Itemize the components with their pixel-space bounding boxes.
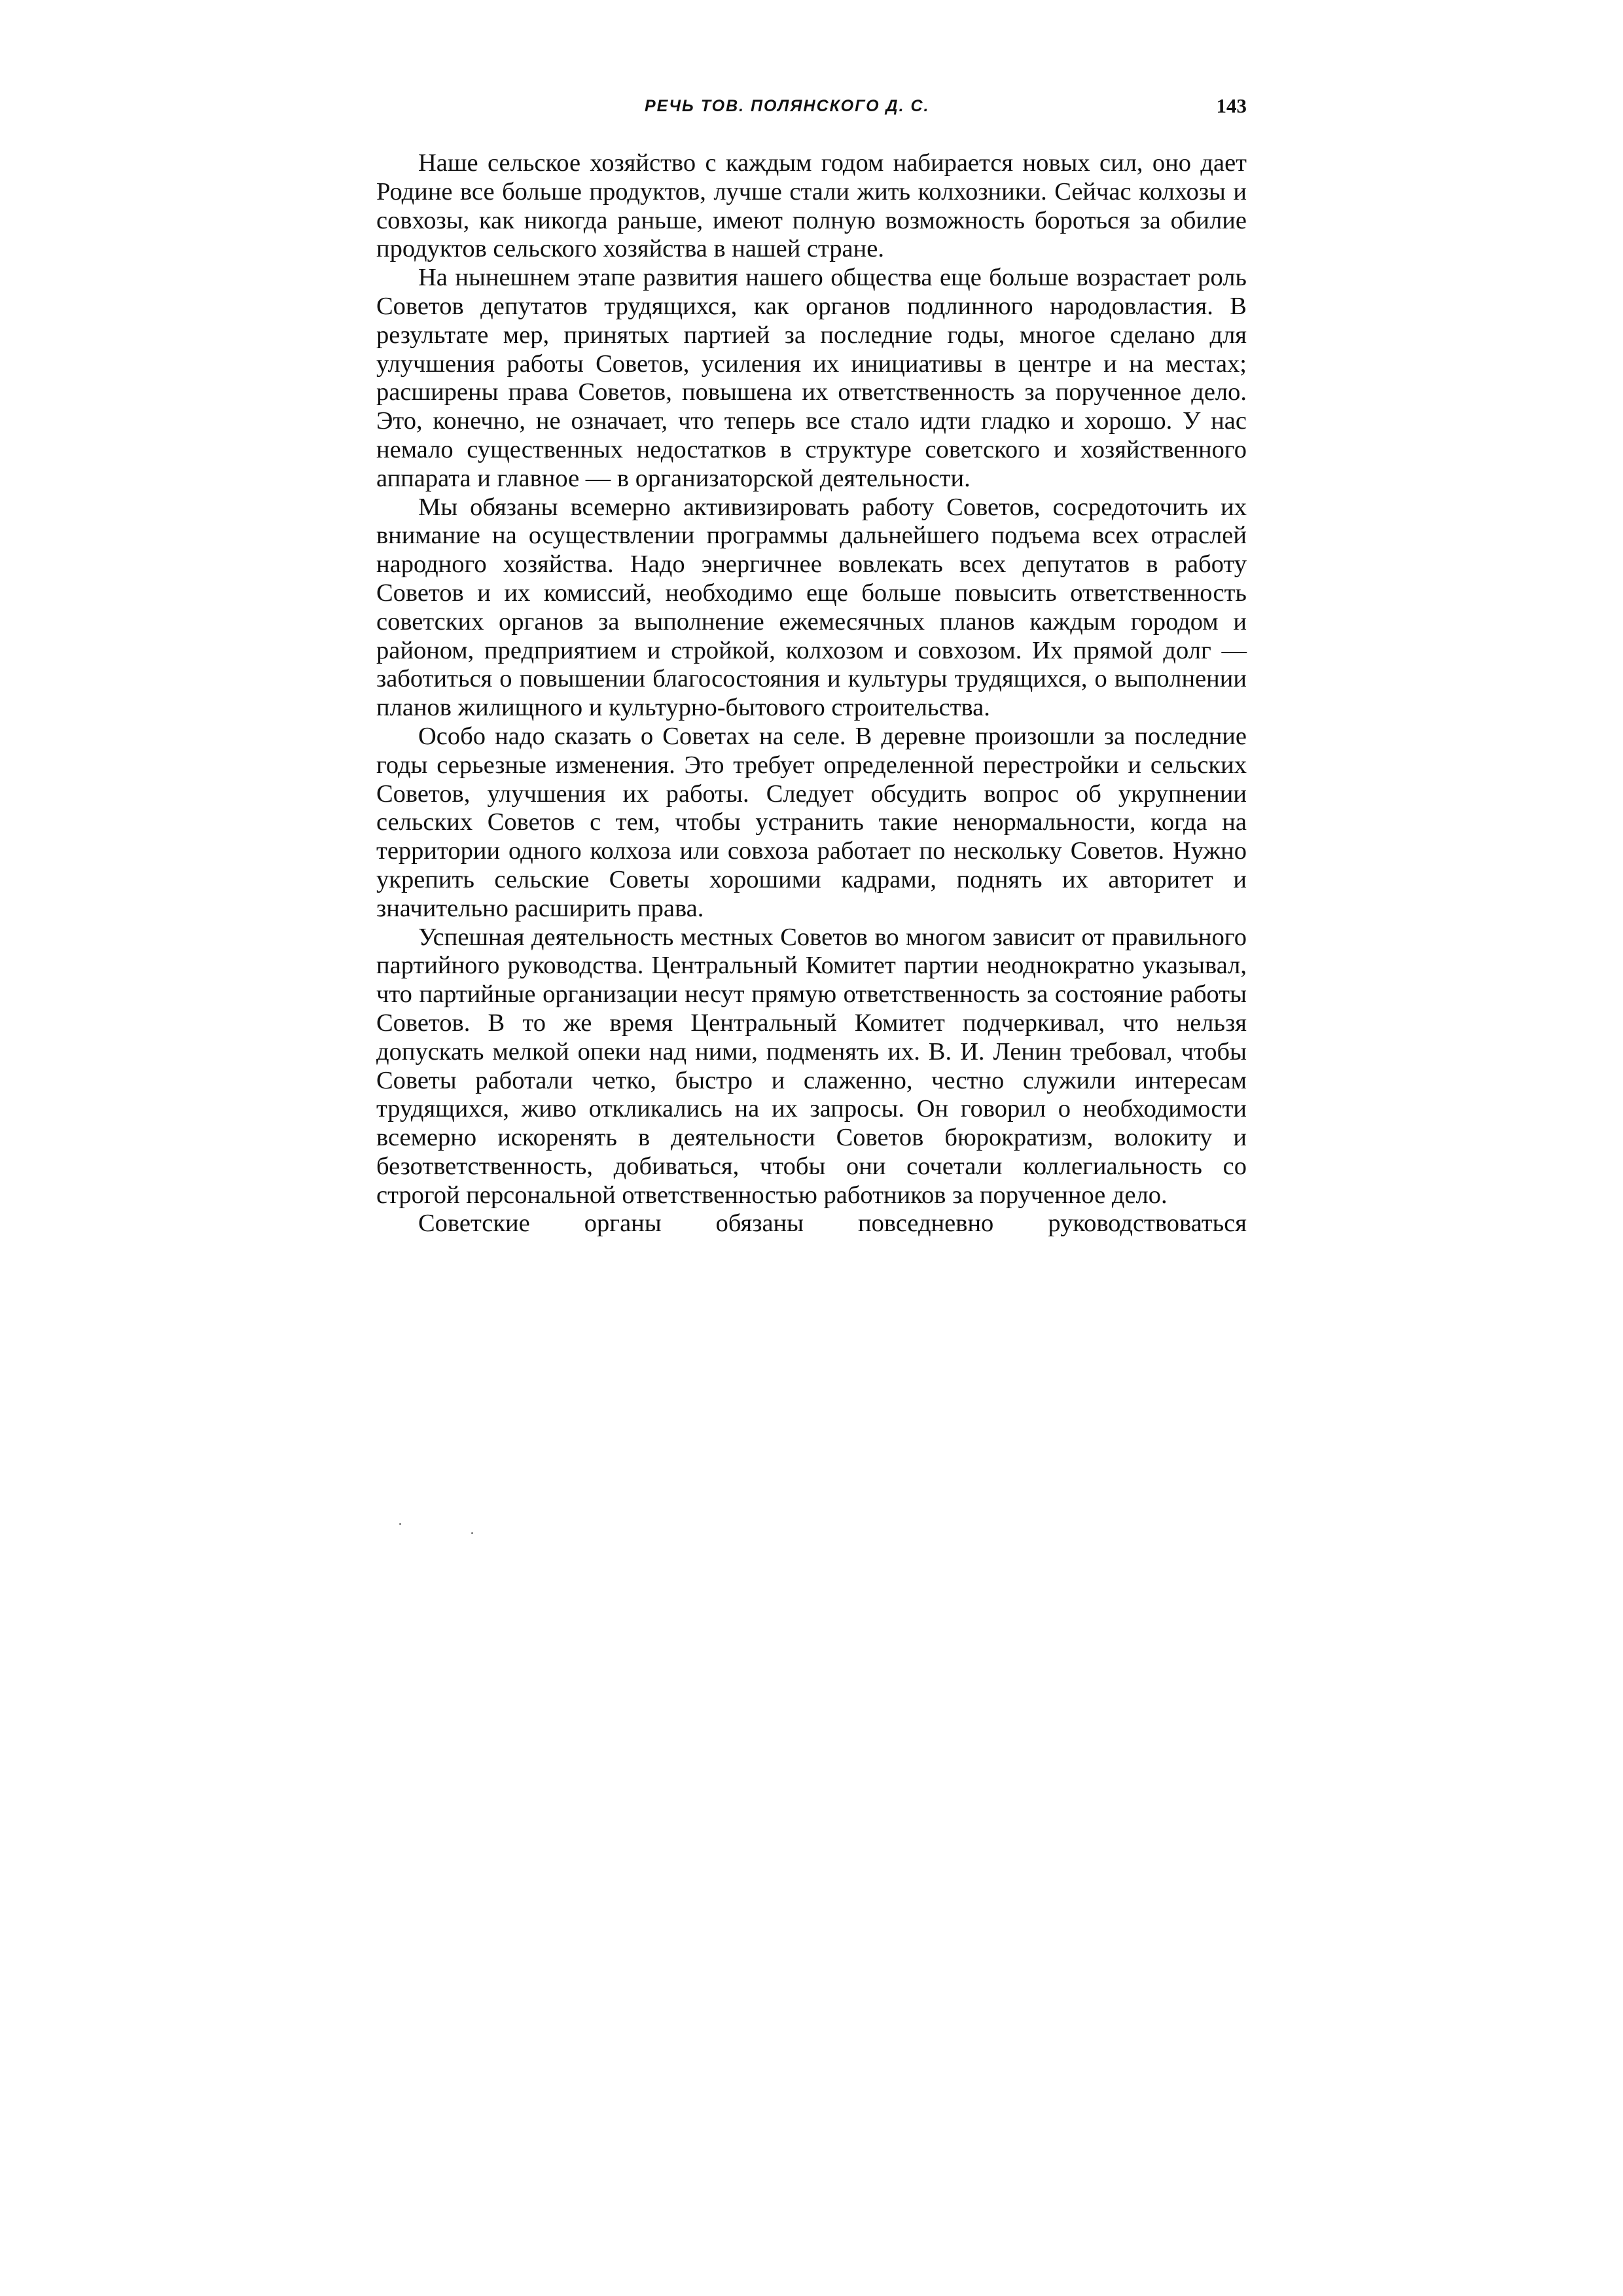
paragraph: На нынешнем этапе развития нашего общества еще больше возрастает роль Советов депутатов трудящихся, как органов подлинного народовластия. В результате мер, принятых партией за последние годы, многое сделано для улучшения работы Советов, усиления их инициативы в центре и на местах; расширены права Советов, повышена их ответственность за порученное дело. Это, конечно, не означает, что теперь все стало идти гладко и хорошо. У нас немало существенных недостатков в структуре советского и хозяйственного аппарата и главное — в организаторской деятельности. [376,264,1247,492]
book-page [376,92,1247,1238]
running-title: РЕЧЬ ТОВ. ПОЛЯНСКОГО Д. С. [645,97,930,115]
paragraph: Особо надо сказать о Советах на селе. В деревне произошли за последние годы серьезные изменения. Это требует определенной перестройки и сельских Советов, улучшения их работы. Следует обсудить вопрос об укрупнении сельских Советов с тем, чтобы устранить такие ненормальности, когда на территории одного колхоза или совхоза работает по нескольку Советов. Нужно укрепить сельские Советы хорошими кадрами, поднять их авторитет и значительно расширить права. [376,722,1247,922]
page-number: 143 [1216,94,1247,117]
running-head [376,92,1247,124]
paragraph-continued: Советские органы обязаны повседневно руководствоваться [418,1210,1247,1238]
paragraph: Мы обязаны всемерно активизировать работу Советов, сосредоточить их внимание на осуществлении программы дальнейшего подъема всех отраслей народного хозяйства. Надо энергичнее вовлекать всех депутатов в работу Советов и их комиссий, необходимо еще больше повысить ответственность советских органов за выполнение ежемесячных планов каждым городом и районом, предприятием и стройкой, колхозом и совхозом. Их прямой долг — заботиться о повышении благосостояния и культуры трудящихся, о выполнении планов жилищного и культурно-бытового строительства. [376,493,1247,722]
scan-speck [471,1532,473,1534]
paragraph: Наше сельское хозяйство с каждым годом набирается новых сил, оно дает Родине все больше продуктов, лучше стали жить колхозники. Сейчас колхозы и совхозы, как никогда раньше, имеют полную возможность бороться за обилие продуктов сельского хозяйства в нашей стране. [376,149,1247,263]
scan-speck [399,1523,401,1525]
body-text [376,149,1247,1238]
paragraph: Успешная деятельность местных Советов во многом зависит от правильного партийного руководства. Центральный Комитет партии неоднократно указывал, что партийные организации несут прямую ответственность за состояние работы Советов. В то же время Центральный Комитет подчеркивал, что нельзя допускать мелкой опеки над ними, подменять их. В. И. Ленин требовал, чтобы Советы работали четко, быстро и слаженно, честно служили интересам трудящихся, живо откликались на их запросы. Он говорил о необходимости всемерно искоренять в деятельности Советов бюрократизм, волокиту и безответственность, добиваться, чтобы они сочетали коллегиальность со строгой персональной ответственностью работников за порученное дело. [376,923,1247,1209]
